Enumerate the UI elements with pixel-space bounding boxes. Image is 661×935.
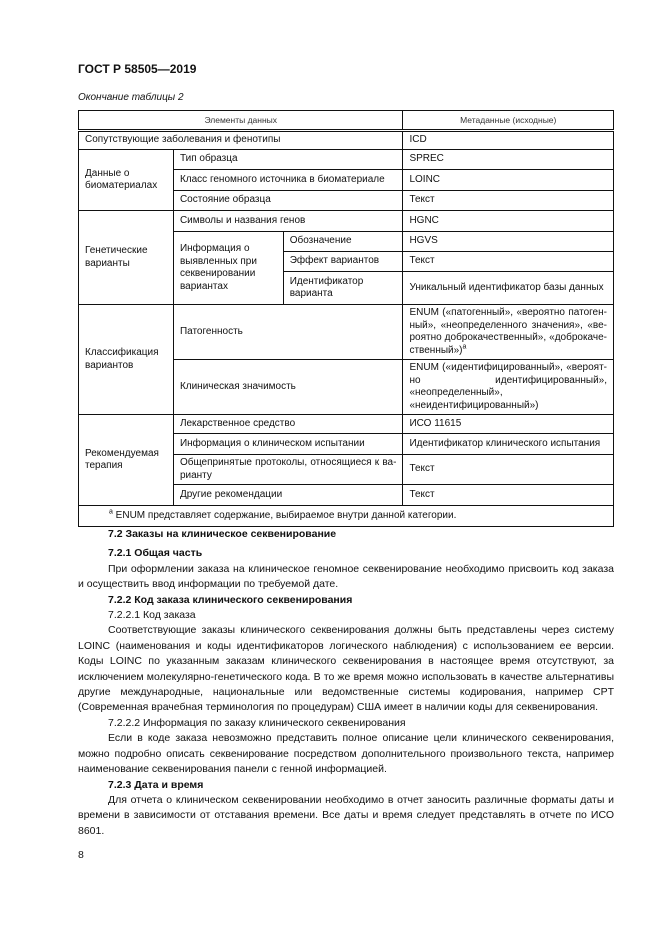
row-meta: ICD — [403, 131, 614, 150]
meta-text: ENUM («патогенный», «вероятно патогенный», «неопределенного значения», «вероятно доброкачественный», «доброкачественный») — [409, 307, 607, 356]
section-heading-7-2: 7.2 Заказы на клиническое секвенирование — [108, 528, 337, 540]
row-meta: Текст — [403, 455, 614, 485]
subgroup-label: Информация о выявленных при секвенировании вариантах — [173, 232, 283, 305]
table-header-row — [79, 111, 614, 131]
paragraph-7-2-3: Для отчета о клиническом секвенировании необходимо в отчет заносить различные форматы даты и времени в зависимости от отставания времени. Все даты и время следует представлять в отчете по ИСО 8601. — [78, 793, 614, 837]
row-label: Идентификатор варианта — [283, 272, 403, 305]
row-label: Символы и названия генов — [173, 211, 403, 232]
group-label: Классификация вариантов — [79, 305, 174, 415]
row-meta: ENUM («идентифицированный», «вероятно идентифицированный», «неопределенный», «неидентифицированный») — [403, 360, 614, 415]
group-label: Генетические варианты — [79, 211, 174, 305]
row-meta: HGNC — [403, 211, 614, 232]
section-heading-7-2-1: 7.2.1 Общая часть — [108, 547, 203, 560]
subsection-heading-7-2-2-2: 7.2.2.2 Информация по заказу клинического секвенирования — [108, 716, 406, 729]
row-label: Тип образца — [173, 150, 403, 170]
row-meta — [403, 305, 614, 360]
footnote-ref: a — [462, 343, 467, 351]
row-label: Общепринятые протоколы, относящиеся к варианту — [173, 455, 403, 485]
row-meta: Идентификатор клинического испытания — [403, 434, 614, 455]
row-label: Обозначение — [283, 232, 403, 252]
column-header-metadata: Метаданные (исходные) — [403, 111, 614, 131]
row-label: Класс геномного источника в биоматериале — [173, 170, 403, 191]
group-label: Данные о биоматериалах — [79, 150, 174, 211]
standard-id: ГОСТ Р 58505—2019 — [78, 62, 197, 76]
row-label: Лекарственное средство — [173, 415, 403, 434]
table-row — [79, 150, 614, 170]
footnote-mark: a — [109, 508, 113, 516]
paragraph-7-2-2-1: Соответствующие заказы клинического секвенирования должны быть представлены через систему LOINC (наименования и коды идентификаторов логического наблюдения) с использованием ее версии. Коды LOINC по указанным заказам клинического секвенирования в настоящее время отсутствуют, за исключением молекулярно-генетического кода. В то же время можно использовать в качестве альтернативы другие международные, национальные или ведомственные системы кодирования, например CPT (Современная врачебная терминология по процедурам) США имеет в наличии коды для секвенирования. — [78, 624, 614, 714]
paragraph-7-2-2-2: Если в коде заказа невозможно представить полное описание цели клинического секвенирования, можно подробно описать секвенирование посредством дополнительного произвольного текста, например наименование секвенирования панели с генной информацией. — [78, 732, 614, 776]
group-label: Рекомендуемая терапия — [79, 415, 174, 506]
body-text — [78, 527, 614, 839]
row-meta: LOINC — [403, 170, 614, 191]
table-row — [79, 211, 614, 232]
row-meta: ИСО 11615 — [403, 415, 614, 434]
subsection-heading-7-2-2-1: 7.2.2.1 Код заказа — [108, 609, 196, 622]
table-row — [79, 305, 614, 360]
row-meta: Текст — [403, 191, 614, 211]
row-label: Сопутствующие заболевания и фенотипы — [79, 131, 403, 150]
row-meta: SPREC — [403, 150, 614, 170]
row-meta: Текст — [403, 485, 614, 506]
section-heading-7-2-3: 7.2.3 Дата и время — [108, 778, 204, 791]
table-row — [79, 415, 614, 434]
table-caption: Окончание таблицы 2 — [78, 92, 184, 103]
row-label: Патогенность — [173, 305, 403, 360]
row-label: Другие рекомендации — [173, 485, 403, 506]
row-label: Информация о клиническом испытании — [173, 434, 403, 455]
row-label: Эффект вариантов — [283, 252, 403, 272]
row-label: Клиническая значимость — [173, 360, 403, 415]
row-label: Состояние образца — [173, 191, 403, 211]
section-heading-7-2-2: 7.2.2 Код заказа клинического секвенирования — [108, 593, 353, 606]
column-header-elements: Элементы данных — [79, 111, 403, 131]
row-meta: Уникальный идентификатор базы данных — [403, 272, 614, 305]
table-footnote — [79, 506, 614, 527]
paragraph-7-2-1: При оформлении заказа на клиническое геномное секвенирование необходимо присвоить код заказа и осуществить ввод информации по требуемой дате. — [78, 562, 614, 591]
data-elements-table — [78, 110, 614, 527]
row-meta: HGVS — [403, 232, 614, 252]
row-meta: Текст — [403, 252, 614, 272]
table-row — [79, 131, 614, 150]
table-footnote-row — [79, 506, 614, 527]
page-number: 8 — [78, 849, 84, 861]
footnote-text: ENUM представляет содержание, выбираемое внутри данной категории. — [112, 509, 457, 521]
